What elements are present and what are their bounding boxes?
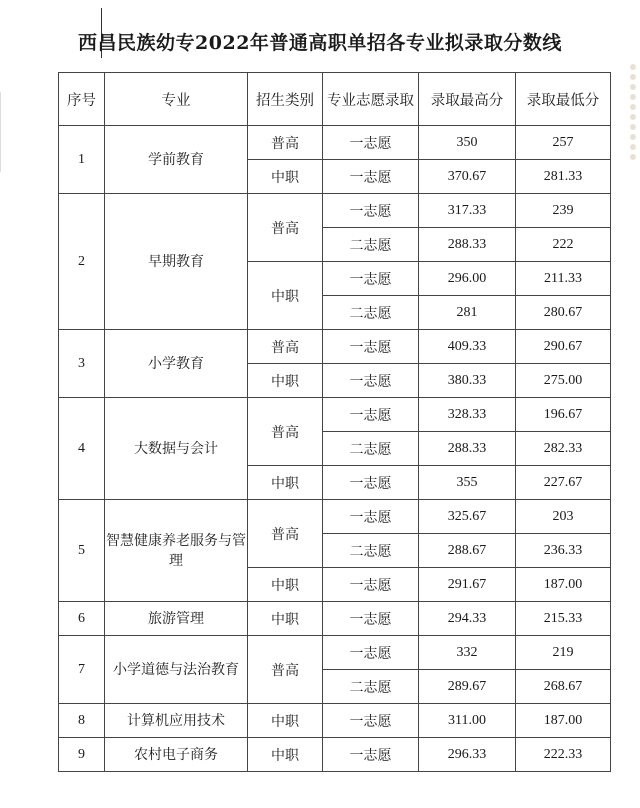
cell-type: 中职 bbox=[248, 568, 323, 602]
cell-type: 中职 bbox=[248, 738, 323, 772]
cell-major: 农村电子商务 bbox=[105, 738, 248, 772]
cell-volunteer: 二志愿 bbox=[323, 228, 419, 262]
table-row bbox=[59, 738, 611, 772]
cell-min-score: 257 bbox=[516, 126, 611, 160]
cell-volunteer: 一志愿 bbox=[323, 500, 419, 534]
cell-type: 普高 bbox=[248, 398, 323, 466]
table-row bbox=[59, 704, 611, 738]
cell-major: 学前教育 bbox=[105, 126, 248, 194]
cell-no: 5 bbox=[59, 500, 105, 602]
header-row bbox=[59, 73, 611, 126]
page-title: 西昌民族幼专2022年普通高职单招各专业拟录取分数线 bbox=[78, 32, 562, 54]
cell-min-score: 222 bbox=[516, 228, 611, 262]
cell-type: 普高 bbox=[248, 636, 323, 704]
cell-type: 普高 bbox=[248, 126, 323, 160]
cell-no: 3 bbox=[59, 330, 105, 398]
cell-min-score: 268.67 bbox=[516, 670, 611, 704]
cell-no: 6 bbox=[59, 602, 105, 636]
cell-type: 普高 bbox=[248, 330, 323, 364]
cell-min-score: 187.00 bbox=[516, 568, 611, 602]
cell-max-score: 332 bbox=[419, 636, 516, 670]
cell-volunteer: 一志愿 bbox=[323, 330, 419, 364]
header-major: 专业 bbox=[105, 73, 248, 126]
cell-max-score: 294.33 bbox=[419, 602, 516, 636]
cell-max-score: 409.33 bbox=[419, 330, 516, 364]
table-body bbox=[59, 126, 611, 772]
cell-max-score: 380.33 bbox=[419, 364, 516, 398]
cell-no: 8 bbox=[59, 704, 105, 738]
cell-max-score: 328.33 bbox=[419, 398, 516, 432]
cell-volunteer: 一志愿 bbox=[323, 126, 419, 160]
cell-type: 普高 bbox=[248, 194, 323, 262]
cell-type: 中职 bbox=[248, 466, 323, 500]
cell-max-score: 281 bbox=[419, 296, 516, 330]
cell-type: 普高 bbox=[248, 500, 323, 568]
cell-max-score: 288.33 bbox=[419, 228, 516, 262]
cell-min-score: 211.33 bbox=[516, 262, 611, 296]
cell-max-score: 291.67 bbox=[419, 568, 516, 602]
cell-no: 7 bbox=[59, 636, 105, 704]
cell-no: 4 bbox=[59, 398, 105, 500]
cell-min-score: 239 bbox=[516, 194, 611, 228]
cell-volunteer: 一志愿 bbox=[323, 602, 419, 636]
header-max-score: 录取最高分 bbox=[419, 73, 516, 126]
cell-volunteer: 二志愿 bbox=[323, 432, 419, 466]
cell-min-score: 215.33 bbox=[516, 602, 611, 636]
decorative-dots bbox=[628, 60, 640, 160]
table-row bbox=[59, 330, 611, 364]
cell-no: 9 bbox=[59, 738, 105, 772]
cell-major: 旅游管理 bbox=[105, 602, 248, 636]
cell-type: 中职 bbox=[248, 160, 323, 194]
table-row bbox=[59, 194, 611, 228]
cell-volunteer: 二志愿 bbox=[323, 534, 419, 568]
cell-min-score: 280.67 bbox=[516, 296, 611, 330]
cell-volunteer: 一志愿 bbox=[323, 738, 419, 772]
cell-volunteer: 一志愿 bbox=[323, 364, 419, 398]
cell-min-score: 236.33 bbox=[516, 534, 611, 568]
table-row bbox=[59, 500, 611, 534]
table-row bbox=[59, 126, 611, 160]
margin-line bbox=[0, 92, 1, 172]
cell-min-score: 187.00 bbox=[516, 704, 611, 738]
cell-volunteer: 二志愿 bbox=[323, 670, 419, 704]
cell-max-score: 296.33 bbox=[419, 738, 516, 772]
cell-min-score: 275.00 bbox=[516, 364, 611, 398]
cell-max-score: 288.67 bbox=[419, 534, 516, 568]
cell-min-score: 290.67 bbox=[516, 330, 611, 364]
header-min-score: 录取最低分 bbox=[516, 73, 611, 126]
cell-type: 中职 bbox=[248, 262, 323, 330]
cell-volunteer: 一志愿 bbox=[323, 466, 419, 500]
cell-type: 中职 bbox=[248, 364, 323, 398]
cell-max-score: 325.67 bbox=[419, 500, 516, 534]
cell-type: 中职 bbox=[248, 704, 323, 738]
cell-volunteer: 一志愿 bbox=[323, 160, 419, 194]
cell-max-score: 350 bbox=[419, 126, 516, 160]
cell-volunteer: 一志愿 bbox=[323, 704, 419, 738]
cell-major: 智慧健康养老服务与管理 bbox=[105, 500, 248, 602]
cell-max-score: 311.00 bbox=[419, 704, 516, 738]
cell-max-score: 317.33 bbox=[419, 194, 516, 228]
cell-major: 早期教育 bbox=[105, 194, 248, 330]
header-type: 招生类别 bbox=[248, 73, 323, 126]
cell-min-score: 227.67 bbox=[516, 466, 611, 500]
cell-max-score: 370.67 bbox=[419, 160, 516, 194]
cell-volunteer: 一志愿 bbox=[323, 568, 419, 602]
header-no: 序号 bbox=[59, 73, 105, 126]
table-row bbox=[59, 636, 611, 670]
cell-no: 2 bbox=[59, 194, 105, 330]
cell-major: 小学道德与法治教育 bbox=[105, 636, 248, 704]
cell-major: 小学教育 bbox=[105, 330, 248, 398]
table-row bbox=[59, 602, 611, 636]
score-table bbox=[58, 72, 611, 772]
cell-volunteer: 一志愿 bbox=[323, 262, 419, 296]
cell-volunteer: 一志愿 bbox=[323, 636, 419, 670]
cell-min-score: 219 bbox=[516, 636, 611, 670]
cell-major: 大数据与会计 bbox=[105, 398, 248, 500]
cell-max-score: 289.67 bbox=[419, 670, 516, 704]
cell-max-score: 355 bbox=[419, 466, 516, 500]
cell-major: 计算机应用技术 bbox=[105, 704, 248, 738]
cell-min-score: 203 bbox=[516, 500, 611, 534]
cell-min-score: 281.33 bbox=[516, 160, 611, 194]
cell-no: 1 bbox=[59, 126, 105, 194]
table-row bbox=[59, 398, 611, 432]
cell-min-score: 196.67 bbox=[516, 398, 611, 432]
cell-volunteer: 一志愿 bbox=[323, 194, 419, 228]
header-volunteer: 专业志愿录取 bbox=[323, 73, 419, 126]
cell-volunteer: 一志愿 bbox=[323, 398, 419, 432]
cell-volunteer: 二志愿 bbox=[323, 296, 419, 330]
cell-min-score: 282.33 bbox=[516, 432, 611, 466]
cell-max-score: 288.33 bbox=[419, 432, 516, 466]
cell-max-score: 296.00 bbox=[419, 262, 516, 296]
cell-min-score: 222.33 bbox=[516, 738, 611, 772]
cell-type: 中职 bbox=[248, 602, 323, 636]
